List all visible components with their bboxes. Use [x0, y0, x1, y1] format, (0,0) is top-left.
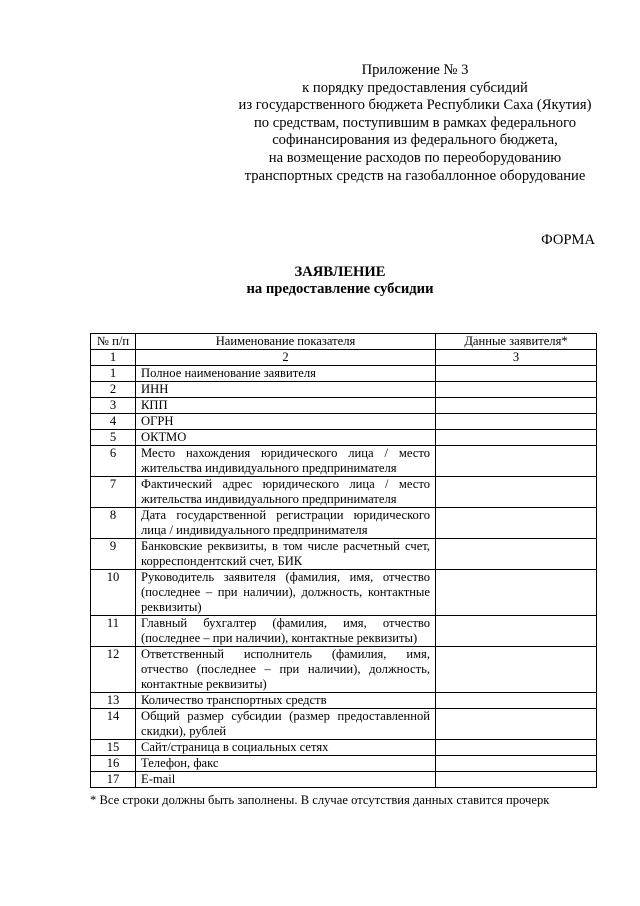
- row-number: 17: [91, 772, 136, 788]
- row-number: 9: [91, 539, 136, 570]
- header-indicator: Наименование показателя: [136, 334, 436, 350]
- row-number: 15: [91, 740, 136, 756]
- row-indicator-name: Главный бухгалтер (фамилия, имя, отчество (последнее – при наличии), контактные реквизиты): [136, 616, 436, 647]
- table-row: [91, 709, 597, 740]
- appendix-line: к порядку предоставления субсидий: [302, 79, 528, 96]
- row-indicator-name: КПП: [136, 398, 436, 414]
- table-row: [91, 382, 597, 398]
- appendix-header: [200, 62, 630, 185]
- row-applicant-value[interactable]: [436, 414, 597, 430]
- header-number: № п/п: [91, 334, 136, 350]
- row-applicant-value[interactable]: [436, 570, 597, 616]
- table-row: [91, 430, 597, 446]
- header-applicant-data: Данные заявителя*: [436, 334, 597, 350]
- row-applicant-value[interactable]: [436, 740, 597, 756]
- column-number: 1: [91, 350, 136, 366]
- row-indicator-name: ОГРН: [136, 414, 436, 430]
- row-applicant-value[interactable]: [436, 366, 597, 382]
- row-number: 10: [91, 570, 136, 616]
- row-indicator-name: ИНН: [136, 382, 436, 398]
- table-row: [91, 477, 597, 508]
- row-number: 6: [91, 446, 136, 477]
- row-indicator-name: Полное наименование заявителя: [136, 366, 436, 382]
- column-number: 2: [136, 350, 436, 366]
- table-row: [91, 647, 597, 693]
- row-number: 3: [91, 398, 136, 414]
- row-number: 11: [91, 616, 136, 647]
- row-indicator-name: Банковские реквизиты, в том числе расчетный счет, корреспондентский счет, БИК: [136, 539, 436, 570]
- footnote: * Все строки должны быть заполнены. В случае отсутствия данных ставится прочерк: [90, 793, 550, 807]
- title-sub: на предоставление субсидии: [246, 281, 434, 297]
- row-number: 16: [91, 756, 136, 772]
- row-number: 14: [91, 709, 136, 740]
- table-row: [91, 616, 597, 647]
- table-row: [91, 756, 597, 772]
- row-indicator-name: Сайт/страница в социальных сетях: [136, 740, 436, 756]
- row-applicant-value[interactable]: [436, 647, 597, 693]
- row-applicant-value[interactable]: [436, 382, 597, 398]
- row-indicator-name: ОКТМО: [136, 430, 436, 446]
- row-indicator-name: Общий размер субсидии (размер предоставленной скидки), рублей: [136, 709, 436, 740]
- row-indicator-name: Дата государственной регистрации юридического лица / индивидуального предпринимателя: [136, 508, 436, 539]
- table-column-numbers-row: [91, 350, 597, 366]
- table-row: [91, 398, 597, 414]
- row-number: 1: [91, 366, 136, 382]
- row-number: 13: [91, 693, 136, 709]
- title-main: ЗАЯВЛЕНИЕ: [294, 264, 386, 280]
- row-indicator-name: Фактический адрес юридического лица / место жительства индивидуального предпринимателя: [136, 477, 436, 508]
- row-indicator-name: Ответственный исполнитель (фамилия, имя, отчество (последнее – при наличии), должность, контактные реквизиты): [136, 647, 436, 693]
- row-applicant-value[interactable]: [436, 709, 597, 740]
- row-applicant-value[interactable]: [436, 398, 597, 414]
- row-number: 5: [91, 430, 136, 446]
- table-row: [91, 366, 597, 382]
- row-indicator-name: Место нахождения юридического лица / место жительства индивидуального предпринимателя: [136, 446, 436, 477]
- table-header-row: [91, 334, 597, 350]
- table-row: [91, 539, 597, 570]
- row-number: 8: [91, 508, 136, 539]
- application-table: [90, 333, 597, 788]
- form-label: ФОРМА: [541, 232, 595, 248]
- row-applicant-value[interactable]: [436, 693, 597, 709]
- row-number: 2: [91, 382, 136, 398]
- row-indicator-name: Телефон, факс: [136, 756, 436, 772]
- column-number: 3: [436, 350, 597, 366]
- row-number: 4: [91, 414, 136, 430]
- document-title: [0, 264, 640, 298]
- appendix-line: на возмещение расходов по переоборудованию: [268, 149, 562, 166]
- row-applicant-value[interactable]: [436, 477, 597, 508]
- appendix-line: транспортных средств на газобаллонное оборудование: [244, 167, 586, 184]
- row-number: 12: [91, 647, 136, 693]
- row-applicant-value[interactable]: [436, 446, 597, 477]
- appendix-line: из государственного бюджета Республики Саха (Якутия): [238, 97, 592, 114]
- row-indicator-name: Руководитель заявителя (фамилия, имя, отчество (последнее – при наличии), должность, контактные реквизиты): [136, 570, 436, 616]
- table-row: [91, 414, 597, 430]
- row-indicator-name: E-mail: [136, 772, 436, 788]
- table-row: [91, 446, 597, 477]
- table-row: [91, 693, 597, 709]
- appendix-line: по средствам, поступившим в рамках федерального: [253, 114, 577, 131]
- row-number: 7: [91, 477, 136, 508]
- appendix-line: софинансирования из федерального бюджета,: [272, 132, 558, 149]
- table-row: [91, 508, 597, 539]
- table-row: [91, 772, 597, 788]
- row-applicant-value[interactable]: [436, 430, 597, 446]
- appendix-line: Приложение № 3: [361, 62, 469, 78]
- row-applicant-value[interactable]: [436, 616, 597, 647]
- row-applicant-value[interactable]: [436, 539, 597, 570]
- table-row: [91, 570, 597, 616]
- row-applicant-value[interactable]: [436, 508, 597, 539]
- row-applicant-value[interactable]: [436, 772, 597, 788]
- table-row: [91, 740, 597, 756]
- row-applicant-value[interactable]: [436, 756, 597, 772]
- row-indicator-name: Количество транспортных средств: [136, 693, 436, 709]
